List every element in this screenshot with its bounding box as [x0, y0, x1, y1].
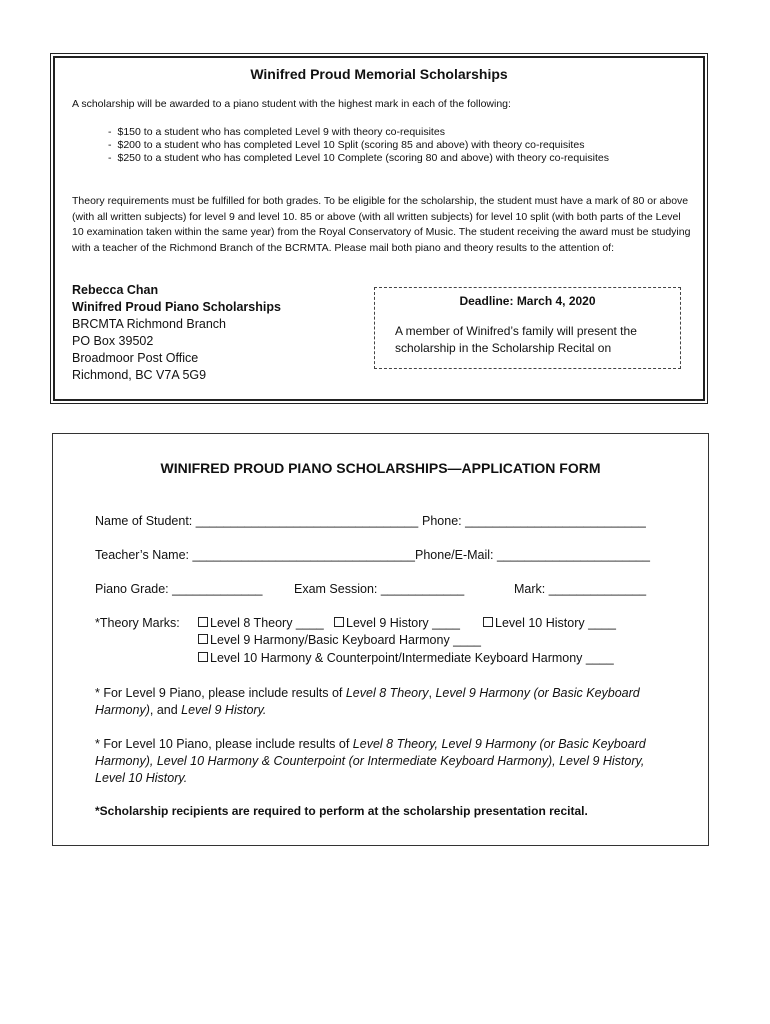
note-italic: Level 8 Theory	[345, 686, 429, 700]
piano-grade-field[interactable]: Piano Grade: _____________	[95, 582, 263, 596]
level10-note	[95, 736, 665, 787]
list-item	[108, 126, 609, 139]
deadline-box	[374, 287, 681, 369]
note-italic: Level 9 Harmony (or Basic Keyboard Harmony)	[95, 686, 640, 717]
form-title: WINIFRED PROUD PIANO SCHOLARSHIPS—APPLICATION FORM	[160, 460, 601, 476]
level9-history-checkbox[interactable]	[334, 616, 460, 630]
scholarship-options-list	[108, 126, 609, 165]
address-line: Richmond, BC V7A 5G9	[72, 368, 207, 382]
note-text: ,	[428, 686, 436, 700]
mark-field[interactable]: Mark: ______________	[514, 582, 647, 596]
option-text: $250 to a student who has completed Level 10 Complete (scoring 80 and above) with theory co-requisites	[117, 152, 609, 164]
notice-intro: A scholarship will be awarded to a piano student with the highest mark in each of the following:	[72, 98, 511, 110]
level10-history-checkbox[interactable]	[483, 616, 616, 630]
address-line: Broadmoor Post Office	[72, 351, 199, 365]
checkbox-label: Level 9 Harmony/Basic Keyboard Harmony ____	[210, 633, 481, 647]
teacher-name-field[interactable]: Teacher’s Name: ________________________________	[95, 548, 415, 562]
deadline-label: Deadline: March 4, 2020	[459, 294, 596, 308]
checkbox-label: Level 10 History ____	[495, 616, 616, 630]
note-text: * For Level 9 Piano, please include results of	[95, 686, 346, 700]
checkbox-label: Level 10 Harmony & Counterpoint/Intermediate Keyboard Harmony ____	[210, 651, 614, 665]
option-text: $150 to a student who has completed Level 9 with theory co-requisites	[117, 126, 445, 138]
checkbox-label: Level 9 History ____	[346, 616, 460, 630]
checkbox-icon[interactable]	[198, 652, 208, 662]
note-italic: Level 8 Theory, Level 9 Harmony (or Basic Keyboard Harmony), Level 10 Harmony & Counterpoint (or Intermediate Keyboard Harmony), Level 9 History, Level 10 History.	[95, 737, 646, 785]
level9-note	[95, 685, 665, 719]
theory-marks-label: *Theory Marks:	[95, 616, 180, 630]
note-italic: Level 9 History.	[181, 703, 267, 717]
level9-harmony-checkbox[interactable]	[198, 633, 481, 647]
checkbox-label: Level 8 Theory ____	[210, 616, 324, 630]
scholarship-notice-box	[50, 53, 708, 404]
checkbox-icon[interactable]	[483, 617, 493, 627]
list-item	[108, 152, 609, 165]
notice-title: Winifred Proud Memorial Scholarships	[250, 66, 508, 82]
list-dash: -	[108, 152, 112, 164]
theory-requirements-text: Theory requirements must be fulfilled for both grades. To be eligible for the scholarship, the student must have a mark of 80 or above (with all written subjects) for level 9 and level 10. 85 or above (with all written subjects) for level 10 split (with both parts of the Level 10 examination taken within the same year) from the Royal Conservatory of Music. The student receiving the award must be studying with a teacher of the Richmond Branch of the BCRMTA. Please mail both piano and theory results to the attention of:	[72, 195, 691, 254]
application-form-box	[52, 433, 709, 846]
address-name: Rebecca Chan	[72, 283, 159, 297]
phone-field[interactable]: Phone: __________________________	[422, 514, 646, 528]
student-name-field[interactable]: Name of Student: ________________________________	[95, 514, 419, 528]
address-org: Winifred Proud Piano Scholarships	[72, 300, 281, 314]
list-item	[108, 139, 609, 152]
note-text: , and	[149, 703, 182, 717]
address-line: BRCMTA Richmond Branch	[72, 317, 226, 331]
level8-theory-checkbox[interactable]	[198, 616, 324, 630]
checkbox-icon[interactable]	[198, 617, 208, 627]
address-line: PO Box 39502	[72, 334, 154, 348]
mailing-address	[72, 282, 281, 384]
recipients-note: *Scholarship recipients are required to perform at the scholarship presentation recital.	[95, 804, 588, 818]
deadline-text: A member of Winifred’s family will present the scholarship in the Scholarship Recital on	[395, 324, 637, 355]
exam-session-field[interactable]: Exam Session: ____________	[294, 582, 465, 596]
notice-inner-border	[53, 56, 705, 401]
checkbox-icon[interactable]	[334, 617, 344, 627]
checkbox-icon[interactable]	[198, 634, 208, 644]
list-dash: -	[108, 139, 112, 151]
list-dash: -	[108, 126, 112, 138]
note-text: * For Level 10 Piano, please include results of	[95, 737, 353, 751]
option-text: $200 to a student who has completed Level 10 Split (scoring 85 and above) with theory co-requisites	[117, 139, 585, 151]
phone-email-field[interactable]: Phone/E-Mail: ______________________	[415, 548, 650, 562]
level10-harmony-checkbox[interactable]	[198, 651, 614, 665]
